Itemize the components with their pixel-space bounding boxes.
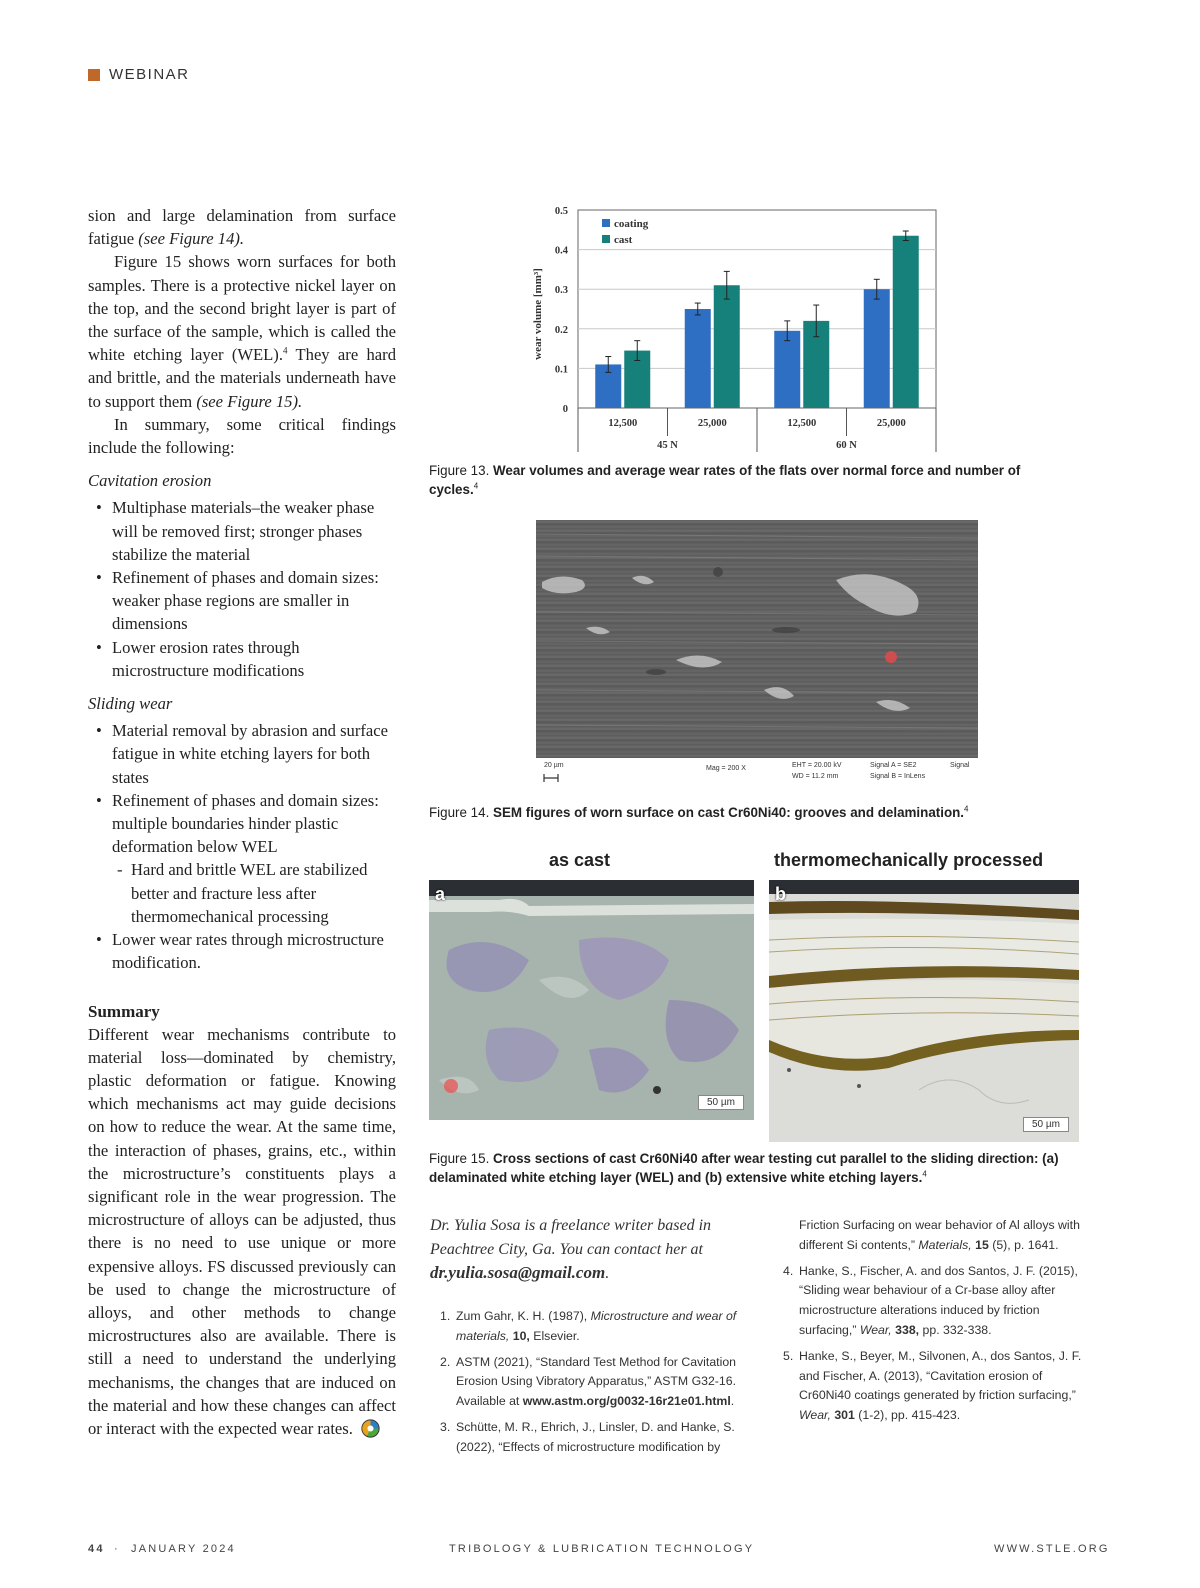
panel-b-scale: 50 µm bbox=[1023, 1117, 1069, 1132]
chart-bar-coating bbox=[685, 309, 711, 408]
citation-sup: 4 bbox=[473, 481, 479, 491]
reference-text-end: (5), p. 1641. bbox=[988, 1237, 1059, 1252]
cross-section-figure bbox=[429, 846, 1085, 1142]
chart-bar-coating bbox=[774, 331, 800, 408]
reference-text: Zum Gahr, K. H. (1987), bbox=[456, 1309, 591, 1323]
chart-bar-cast bbox=[714, 285, 740, 408]
reference-item bbox=[773, 1262, 1083, 1341]
chart-x-tick-label: 12,500 bbox=[787, 418, 817, 429]
reference-item bbox=[430, 1353, 740, 1412]
reference-number: 1. bbox=[440, 1309, 451, 1323]
footer-separator: · bbox=[114, 1543, 120, 1555]
sem-surface-texture bbox=[536, 520, 978, 758]
chart-legend-swatch bbox=[602, 235, 610, 243]
reference-title: Wear, bbox=[859, 1322, 892, 1337]
sem-magnification: Mag = 200 X bbox=[706, 765, 746, 772]
chart-bars bbox=[595, 236, 919, 408]
chart-legend-swatch bbox=[602, 219, 610, 227]
chart-y-axis-label: wear volume [mm³] bbox=[532, 268, 544, 360]
reference-volume: 301 bbox=[830, 1408, 855, 1423]
reference-number: 4. bbox=[783, 1263, 794, 1278]
chart-y-tick-label: 0.2 bbox=[554, 324, 568, 336]
chart-error-bars bbox=[605, 231, 909, 372]
panel-a-image bbox=[429, 880, 754, 1120]
list-item: • Multiphase materials–the weaker phase will be removed first; stronger phases stabilize the material bbox=[88, 496, 396, 566]
left-column bbox=[88, 204, 396, 1440]
reference-text-end: (1-2), pp. 415-423. bbox=[854, 1408, 961, 1423]
wear-volume-bar-chart bbox=[526, 200, 946, 456]
paragraph-2-text: Figure 15 shows worn surfaces for both samples. There is a protective nickel layer on the top, and the second bright layer is part of the surface of the sample, which is called the white etching layer (WEL). bbox=[88, 252, 396, 365]
figure-15-reference: (see Figure 15). bbox=[196, 391, 303, 411]
reference-volume: 10, bbox=[509, 1328, 530, 1343]
chart-y-tick-label: 0 bbox=[562, 404, 568, 415]
reference-number: 3. bbox=[440, 1419, 451, 1434]
figure-13-caption-text: Wear volumes and average wear rates of the flats over normal force and number of cycles. bbox=[429, 463, 1021, 497]
figure-15-caption-text: Cross sections of cast Cr60Ni40 after wear testing cut parallel to the sliding direction: (a) delaminated white etching layer (WEL) and (b) extensive white etching layers. bbox=[429, 1151, 1059, 1185]
section-tag bbox=[88, 66, 190, 83]
panel-a-scale: 50 µm bbox=[698, 1095, 744, 1110]
sem-figure bbox=[536, 520, 978, 792]
chart-legend-label: coating bbox=[614, 218, 649, 230]
footer-page-number: 44 bbox=[88, 1543, 105, 1555]
panel-a-label: a bbox=[435, 884, 446, 904]
citation-sup: 4 bbox=[964, 804, 969, 814]
citation-sup: 4 bbox=[282, 345, 288, 356]
figure-13-caption-prefix: Figure 13. bbox=[429, 463, 494, 478]
reference-text: Friction Surfacing on wear behavior of Al alloys with different Si contents,” bbox=[799, 1218, 1080, 1252]
sem-signal-a: Signal A = SE2 bbox=[870, 762, 917, 769]
figure-14-reference: (see Figure 14). bbox=[138, 229, 245, 249]
footer-website: WWW.STLE.ORG bbox=[994, 1543, 1110, 1555]
reference-number: 2. bbox=[440, 1354, 451, 1369]
reference-list bbox=[430, 1307, 740, 1458]
sub-list-item: - Hard and brittle WEL are stabilized better and fracture less after thermomechanical processing bbox=[88, 858, 396, 928]
chart-x-tick-label: 25,000 bbox=[876, 418, 906, 429]
cavitation-list bbox=[88, 496, 396, 682]
references-right bbox=[773, 1216, 1083, 1432]
author-email-link[interactable]: dr.yulia.sosa@gmail.com bbox=[430, 1263, 606, 1282]
chart-x-tick-label: 12,500 bbox=[608, 418, 638, 429]
list-item: • Lower wear rates through microstructure modification. bbox=[88, 928, 396, 974]
footer-journal: TRIBOLOGY & LUBRICATION TECHNOLOGY bbox=[449, 1543, 755, 1555]
chart-x-tick-label: 25,000 bbox=[697, 418, 727, 429]
reference-volume: 338, bbox=[891, 1322, 920, 1337]
panel-a-title: as cast bbox=[549, 850, 611, 870]
reference-continuation bbox=[773, 1216, 1083, 1256]
paragraph-1-text: sion and large delamination from surface fatigue bbox=[88, 206, 396, 249]
list-item: • Refinement of phases and domain sizes: weaker phase regions are smaller in dimensions bbox=[88, 566, 396, 636]
reference-url-link[interactable]: www.astm.org/g0032-16r21e01.html bbox=[522, 1394, 731, 1409]
sem-info-bar bbox=[536, 760, 978, 792]
chart-y-tick-label: 0.5 bbox=[554, 206, 568, 217]
list-item: • Refinement of phases and domain sizes: multiple boundaries hinder plastic deformation below WEL bbox=[88, 789, 396, 859]
sliding-list bbox=[88, 719, 396, 974]
citation-sup: 4 bbox=[922, 1169, 927, 1179]
figure-14-caption bbox=[429, 803, 1049, 822]
chart-bar-coating bbox=[864, 289, 890, 408]
references-left bbox=[430, 1307, 740, 1464]
reference-text: Schütte, M. R., Ehrich, J., Linsler, D. and Hanke, S. (2022), “Effects of microstructure modification by bbox=[456, 1419, 735, 1454]
summary-heading: Summary bbox=[88, 1001, 160, 1021]
chart-y-tick-label: 0.4 bbox=[554, 245, 568, 257]
sem-scale-label: 20 µm bbox=[544, 762, 564, 769]
as-cast-micrograph bbox=[429, 880, 754, 1120]
figure-14-caption-prefix: Figure 14. bbox=[429, 805, 494, 820]
author-bio-end: . bbox=[605, 1265, 610, 1282]
chart-group-label: 45 N bbox=[657, 440, 678, 451]
reference-text-end: Elsevier. bbox=[529, 1328, 580, 1343]
paragraph-1 bbox=[88, 204, 396, 250]
reference-text-end: . bbox=[730, 1394, 735, 1409]
paragraph-2-text-2: They are hard and brittle, and the materials underneath have to support them bbox=[88, 345, 396, 411]
sem-signal: Signal bbox=[950, 762, 970, 769]
chart-group-label: 60 N bbox=[836, 440, 857, 451]
micrograph-marker-icon bbox=[444, 1079, 458, 1093]
reference-list bbox=[773, 1262, 1083, 1426]
chart-y-tick-label: 0.3 bbox=[554, 285, 568, 297]
reference-title: Microstructure and wear of materials, bbox=[456, 1309, 737, 1343]
sem-eht: EHT = 20.00 kV bbox=[792, 762, 842, 769]
sem-signal-b: Signal B = InLens bbox=[870, 773, 926, 780]
figure-14-caption-text: SEM figures of worn surface on cast Cr60Ni40: grooves and delamination. bbox=[493, 805, 965, 820]
stle-end-logo-icon bbox=[361, 1419, 380, 1438]
thermomechanical-micrograph bbox=[769, 880, 1079, 1142]
sliding-heading: Sliding wear bbox=[88, 694, 173, 714]
author-bio bbox=[430, 1214, 750, 1286]
reference-item bbox=[430, 1307, 740, 1347]
sem-marker-icon bbox=[885, 651, 897, 663]
reference-title: Wear, bbox=[799, 1408, 831, 1423]
reference-item bbox=[773, 1347, 1083, 1426]
figure-13-caption bbox=[429, 461, 1049, 499]
reference-text-end: pp. 332-338. bbox=[919, 1322, 992, 1337]
chart-y-tick-label: 0.1 bbox=[554, 364, 568, 376]
figure-15-caption-prefix: Figure 15. bbox=[429, 1151, 494, 1166]
figure-15-caption bbox=[429, 1149, 1089, 1187]
footer-date: JANUARY 2024 bbox=[131, 1543, 236, 1555]
reference-item bbox=[430, 1418, 740, 1458]
reference-number: 5. bbox=[783, 1348, 794, 1363]
panel-b-image bbox=[769, 880, 1079, 1142]
panel-b-label: b bbox=[775, 884, 786, 904]
list-item: • Material removal by abrasion and surface fatigue in white etching layers for both states bbox=[88, 719, 396, 789]
reference-volume: 15 bbox=[971, 1237, 989, 1252]
reference-title: Materials, bbox=[918, 1237, 972, 1252]
reference-text: Hanke, S., Beyer, M., Silvonen, A., dos Santos, J. F. and Fischer, A. (2013), “Cavitation erosion of Cr60Ni40 coatings generated by friction surfacing,” bbox=[799, 1348, 1082, 1403]
list-item: • Lower erosion rates through microstructure modifications bbox=[88, 636, 396, 682]
reference-text: Hanke, S., Fischer, A. and dos Santos, J. F. (2015), “Sliding wear behaviour of a Cr-base alloy after microstructure alterations induced by friction surfacing,” bbox=[799, 1263, 1078, 1337]
chart-legend bbox=[602, 218, 649, 246]
section-marker-icon bbox=[88, 69, 100, 81]
paragraph-2 bbox=[88, 250, 396, 412]
author-bio-text: Dr. Yulia Sosa is a freelance writer based in Peachtree City, Ga. You can contact her at bbox=[430, 1217, 712, 1258]
section-label: WEBINAR bbox=[109, 66, 190, 83]
sem-wd: WD = 11.2 mm bbox=[792, 773, 839, 780]
chart-legend-label: cast bbox=[614, 234, 633, 246]
chart-bar-cast bbox=[893, 236, 919, 408]
summary-paragraph bbox=[88, 1023, 396, 1441]
summary-text: Different wear mechanisms contribute to material loss—dominated by chemistry, plastic deformation or fatigue. Knowing which mechanisms act may guide decisions on how to reduce the wear. At the same time, the interaction of phases, grains, etc., within the microstructure’s constituents plays a significant role in the wear progression. The microstructure of alloys can be adjusted, thus there is no need to use unique or more expensive alloys. FS discussed previously can be used to change the microstructure of alloys, and other methods to change microstructures also are available. There is still a need to understand the underlying mechanisms, the changes that are induced on the material and how these changes can affect or interact with the expected wear rates. bbox=[88, 1024, 396, 1438]
panel-b-title: thermomechanically processed bbox=[774, 850, 1044, 870]
reference-text: ASTM (2021), “Standard Test Method for Cavitation Erosion Using Vibratory Apparatus,” ASTM G32-16. Available at bbox=[456, 1354, 736, 1409]
paragraph-3: In summary, some critical findings include the following: bbox=[88, 414, 396, 458]
sem-image bbox=[536, 520, 978, 758]
cavitation-heading: Cavitation erosion bbox=[88, 471, 212, 491]
sem-scale-bar-icon bbox=[543, 774, 559, 782]
